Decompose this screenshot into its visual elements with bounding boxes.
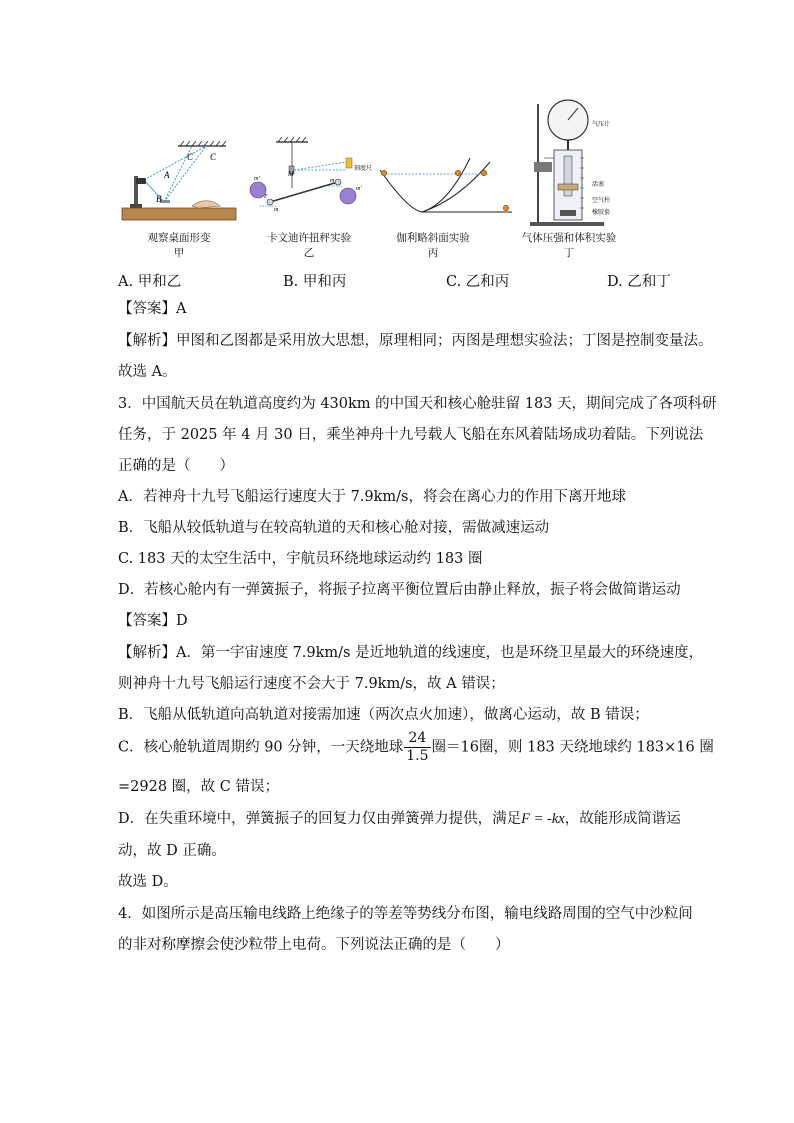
figure-caption-jia: [124, 231, 234, 261]
q3-analysis-line2: 则神舟十九号飞船运行速度不会大于 7.9km/s，故 A 错误；: [118, 676, 505, 692]
label-c2: C: [210, 152, 217, 162]
label-gauge: 气压计: [592, 121, 611, 128]
q4-stem-line2: 的非对称摩擦会使沙粒带上电荷。下列说法正确的是（ ）: [118, 937, 510, 953]
caption-text-yi: 卡文迪许扭秤实验: [267, 232, 351, 244]
figure-ding-gas: [524, 98, 654, 228]
caption-text-ding: 气体压强和体积实验: [521, 232, 617, 244]
q3-stem-line3: 正确的是（ ）: [118, 458, 234, 474]
q3-analysis-line6: [118, 809, 681, 829]
label-scale: 刻度尺: [354, 165, 372, 172]
q3-option-d: D．若核心舱内有一弹簧振子，将振子拉离平衡位置后由静止释放，振子将会做简谐运动: [118, 582, 681, 598]
figure-caption-ding: [514, 231, 624, 261]
q2-option-a: A. 甲和乙: [118, 274, 182, 290]
caption-label-ding: 丁: [563, 247, 575, 259]
figure-bing-galileo: [378, 150, 514, 226]
q3-option-a: A．若神舟十九号飞船运行速度大于 7.9km/s，将会在离心力的作用下离开地球: [118, 489, 626, 505]
q3-analysis-line7: 动，故 D 正确。: [118, 843, 226, 859]
fraction: [404, 730, 430, 765]
q4-stem-line1: 4．如图所示是高压输电线路上绝缘子的等差等势线分布图，输电线路周围的空气中沙粒间: [118, 906, 693, 922]
q3-analysis-line4-post: 圈＝16圈，则 183 天绕地球约 183×16 圈: [431, 739, 714, 756]
fraction-denominator: 1.5: [406, 748, 429, 764]
q3-option-c: C. 183 天的太空生活中，宇航员环绕地球运动约 183 圈: [118, 551, 483, 567]
q3-analysis-line1: 【解析】A．第一宇宙速度 7.9km/s 是近地轨道的线速度，也是环绕卫星最大的环绕速度，: [118, 645, 704, 661]
fraction-numerator: 24: [404, 730, 430, 748]
label-air: 空气柱: [592, 197, 611, 204]
q3-analysis-line3: B．飞船从低轨道向高轨道对接需加速（两次点火加速），做离心运动，故 B 错误；: [118, 707, 649, 723]
q2-choose: 故选 A。: [118, 364, 177, 380]
figure-jia-table-deformation: [116, 138, 242, 224]
q3-analysis-line4: [118, 730, 714, 765]
figure-yi-cavendish: [246, 136, 372, 226]
q3-stem-line1: 3．中国航天员在轨道高度约为 430km 的中国天和核心舱驻留 183 天，期间完成了各项科研: [118, 396, 717, 412]
q2-option-d: D. 乙和丁: [607, 274, 671, 290]
label-m-top: M: [288, 170, 294, 178]
formula-hooke: F = -kx: [521, 811, 565, 827]
q3-analysis-line5: =2928 圈，故 C 错误；: [118, 779, 279, 795]
label-piston: 活塞: [592, 181, 605, 188]
label-plug: 橡胶套: [592, 209, 611, 216]
caption-label-jia: 甲: [173, 247, 185, 259]
caption-label-yi: 乙: [303, 247, 315, 259]
q2-option-c: C. 乙和丙: [446, 274, 510, 290]
q3-analysis-line6-post: ，故能形成简谐运: [564, 811, 681, 827]
label-m1: m: [274, 207, 279, 213]
label-mp-right: m': [356, 186, 362, 192]
caption-text-jia: 观察桌面形变: [147, 232, 211, 244]
q3-answer: 【答案】D: [118, 613, 188, 629]
label-b: B: [156, 194, 162, 204]
figure-caption-bing: [378, 231, 488, 261]
q3-stem-line2: 任务，于 2025 年 4 月 30 日，乘坐神舟十九号载人飞船在东风着陆场成功着陆。下列说法: [118, 427, 704, 443]
q2-analysis: 【解析】甲图和乙图都是采用放大思想，原理相同；丙图是理想实验法；丁图是控制变量法。: [118, 333, 713, 349]
label-c1: C: [187, 152, 194, 162]
q2-option-b: B. 甲和丙: [283, 274, 347, 290]
q2-answer: 【答案】A: [118, 301, 187, 317]
caption-text-bing: 伽利略斜面实验: [396, 232, 470, 244]
q3-choose: 故选 D。: [118, 874, 178, 890]
q3-analysis-line4-pre: C．核心舱轨道周期约 90 分钟，一天绕地球: [118, 739, 404, 756]
q3-analysis-line6-pre: D．在失重环境中，弹簧振子的回复力仅由弹簧弹力提供，满足: [118, 811, 522, 827]
label-a: A: [164, 170, 170, 180]
caption-label-bing: 丙: [427, 247, 439, 259]
label-m2: m: [330, 178, 335, 184]
figure-caption-yi: [254, 231, 364, 261]
q3-option-b: B．飞船从较低轨道与在较高轨道的天和核心舱对接，需做减速运动: [118, 520, 550, 536]
label-mp-left: m': [254, 176, 260, 182]
label-f: F: [264, 194, 268, 200]
